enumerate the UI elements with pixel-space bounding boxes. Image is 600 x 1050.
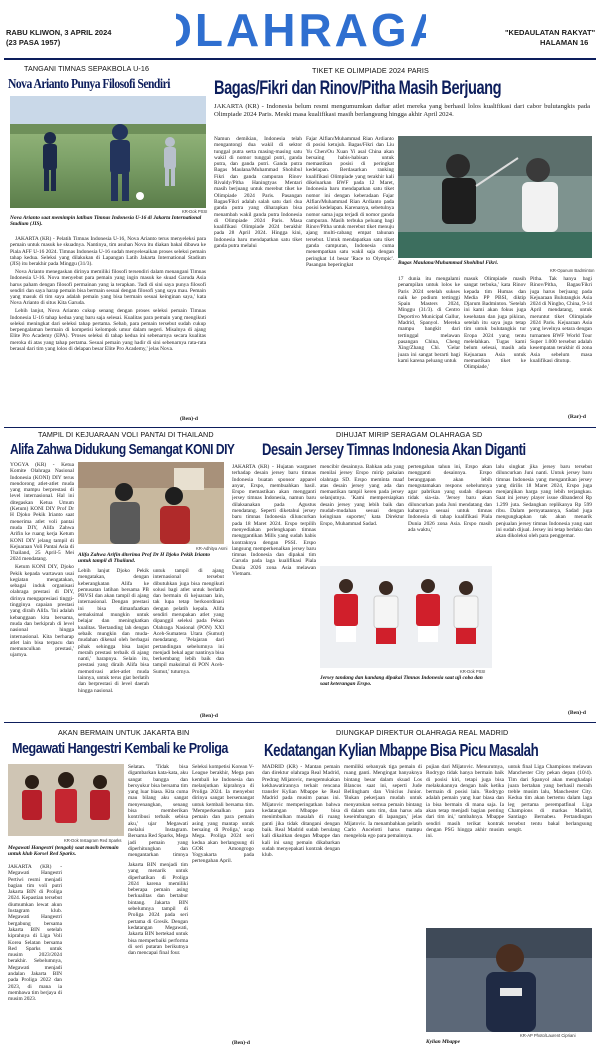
a2-column-4: masuk Olimpiade masih sangat terbuka,' kata Rinov kepada tim Humas dan Media PP PBSI, diktip Djarum Badminton. 'Setelah ini kami akan fokus juga kesehatan dan juga pikiran, setelah itu saya juga tetap tim untuk bulutangkis tur Eropa 2024 yang tentu melelahkan. Tugas kami belum selesai, masih ada Kejuaraan Asia untuk memastikan tiket ke Olimpiade,' [464, 276, 526, 371]
a5-column-4: Seleksi kompetisi Korean V-League berakhir, Mega pun kembali ke Indonesia dan melanjutkan kiprahnya di Proliga 2024. Ia menyebut dirinya sangat bersemangat untuk kembali bersama tim. 'Memperkenalkan para pemain dan para pemain asing yang mantap untuk bersaing di Proliga,' ucap Mega. Proliga 2024 seri kedua akan berlangsung di GOR Amongrogo Yogyakarta pada pertengahan April. [192, 764, 254, 865]
volleyball-players-image [8, 764, 124, 836]
page-number: HALAMAN 16 [540, 38, 589, 47]
a2-headline: Bagas/Fikri dan Rinov/Pitha Masih Berjuang [214, 78, 502, 99]
a5-kicker: AKAN BERMAIN UNTUK JAKARTA BIN [58, 728, 190, 737]
a5-column-2: Selatan. 'Tidak bisa digambarkan kata-kata, aku sangat bangga dan bersyukur bisa bersama tim yang luar biasa. Kita cuma mau bilang aku sangat menyenangkan, senang bisa memberikan kontribusi terbaik sebisa aku,' ujar Megawati melalui Instagram. Bersama Red Sparks, Mega jadi pemain yang diperhitungkan dan mengantarkan timnya [128, 764, 188, 858]
a3-headline: Alifa Zahwa Didukung Semangat KONI DIY [10, 441, 235, 458]
a2-lead: JAKARTA (KR) - Indonesia belum resmi mengumumkan daftar atlet mereka yang berhasil lolos kualifikasi dari cabor bulutangkis pada Olimpiade 2024 Paris. Meski masa kualifikasi masih berlangsung hingga akhir April 2024. [214, 103, 590, 118]
a1-photo-credit: KR-Dok PSSI [182, 209, 208, 214]
masthead [0, 0, 600, 60]
a5-caption: Megawati Hangestri (tengah) saat masih bermain untuk klub Korsel Red Sparks. [8, 845, 119, 858]
a2-photo [398, 136, 592, 258]
a4-column-2: mencibir desainnya. Bahkan ada yang menilai jersey Erspo mirip pakaian olahraga SD. Erspo meminta maaf atas desain jersey yang ada dan memastikan tampil keren pada jersey selanjutnya. 'Kami mempersiapkan desain jersey yang lebih baik dan mudah-mudahan sesuai dengan keinginan suporter,' kata Direktur Erspo, Muhammad Sadad. [320, 464, 404, 527]
a3-kicker: TAMPIL DI KEJUARAAN VOLI PANTAI DI THAILAND [38, 430, 214, 439]
badminton-players-image [398, 136, 592, 258]
a4-kicker: DIHUJAT MIRIP SERAGAM OLAHRAGA SD [336, 430, 483, 439]
javanese-date: (23 PASA 1957) [6, 38, 61, 47]
a6-caption: Kylian Mbappe [426, 1039, 460, 1045]
a4-caption: Jersey tandang dan kandang dipakai Timnas Indonesia saat uji coba dan saat keterangan Erspo. [320, 675, 483, 688]
a6-headline: Kedatangan Kylian Mbappe Bisa Picu Masalah [264, 740, 539, 760]
a5-column-3: Jakarta BIN menjadi tim yang menarik untuk diperhatikan di Proliga 2024 karena memiliki beberapa pemain asing berkualitas dan bertabur bintang. Jakarta BIN sebelumnya tampil di Proliga 2024 pada seri pertama di Gresik. Dengan kedatangan Megawati, Jakarta BIN bertekad untuk bisa memperbaiki performa di seri putaran berikutnya dan mencapai final four. [128, 862, 188, 957]
a2-kicker: TIKET KE OLIMPIADE 2024 PARIS [312, 66, 429, 75]
a4-column-3: pertengahan tahun ini, Erspo akan mengganti desainnya. Erspo beranggapan akan lebih mengutamakan respons sebelumnya agar pabrikan yang sudah dipesan tidak sia-sia. 'Jersey baru akan diluncurkan pada Juni mendatang dan kabarnya sesuai untuk timnas Indonesia di tahap kualifikasi Piala Dunia 2026 zona Asia. Erspo masih ada waktu,' [408, 464, 492, 533]
a2-caption: Bagas Maulana/Muhammad Shohibul Fikri. [398, 260, 499, 266]
a1-paragraph: Lebih lanjut, Nova Arianto cukup senang dengan proses seleksi pemain Timnas Indonesia U-16 tahap kedua yang baru saja selesai. Kualitas para pemain yang mengikuti seleksi meningkat dari seleksi tahap pertama. Sebab, para pemain tersebut sudah cukup berpengalaman bermain di kompetisi kelompok umur dalam negeri. Misalnya di ajang Elite Pro Academy (EPA). 'Proses seleksi di tahap kedua ini sebenarnya secara kualitas meroka di atas yang tahap pertama. Sesuai pemain yang hadir di sini sebenarnya rata-rata berasal dari tim yang lolos di delapan besar Elite Pro Academy,' jelas Nova. [10, 308, 206, 353]
a5-column-1: JAKARTA (KR) - Megawati Hangestri Pertiwi resmi menjadi bagian tim voli putri Jakarta BIN di Proliga 2024. Kepastian tersebut diumumkan lewat akun Instagram klub. Megawati Hangestri bergabung bersama Jakarta BIN setelah kiprahnya di Liga Voli Korea Selatan bersama Red Sparks untuk musim 2023/2024 berakhir. Sebelumnya, Megawati menjadi andalan Jakarta BIN pada Proliga 2022 dan 2023, di mana ia membawa tim berjaya di musim 2023. [8, 864, 62, 1003]
divider [4, 427, 596, 428]
a1-paragraph: Nova Arianto menegaskan dirinya memiliki filosofi tersendiri dalam menangani Timnas Indonesia U-16. Nova menyebut para pemain yang ingin masuk ke skuad Garuda Asia harus paham dengan filosofi permainan yang ia terapkan. 'Jadi di sini saya punya filosofi sendiri dan saya harap pemain bisa bermain sesuai dengan filosofi yang saya mau. Pemain yang masuk di tim saya adalah pemain yang bisa bermain sesuai keinginan saya,' kata Nova Arianto di situs Kita Garuda. [10, 268, 206, 307]
a6-photo-credit: KR-AP Photo/Laurent Cipriani [520, 1033, 576, 1038]
newspaper-tagline: "KEDAULATAN RAKYAT" [505, 28, 596, 37]
a5-headline: Megawati Hangestri Kembali ke Proliga [12, 740, 228, 757]
a6-column-4: untuk final Liga Champions melawan Manchester City pekan depan (10/4). Tim dari Spanyol akan menghadapi juara bertahan yang berhasil meraih treble musim lalu, Manchester City. Kedua tim akan bertemu dalam laga leg pertama perempatfinal Liga Champions di markas Madrid, Santiago Bernabeu. Pertandingan tersebut tentu bakal berlangsung sengit. [508, 764, 592, 833]
masthead-rule [4, 58, 596, 60]
a3-paragraph: YOGYA (KR) - Ketua Komite Olahraga Nasional Indonesia (KONI) DIY terus mendorong atlet-atlet muda yang mampu berprestasi di level internasional. Hal ini ditegaskan Ketua Umum (Ketum) KONI DIY Prof Dr H Djoko Pekik Irianto saat menerima atlet voli pantai muda DIY, Alifa Zahwa Arifin ke ruang kerja Ketum KONI DIY jelang tampil di Kejuaraan Voli Pantai Asia di Thailand, 25 April-5 Mei 2024 mendatang. [10, 462, 74, 563]
a1-paragraph: JAKARTA (KR) - Pelatih Timnas Indonesia U-16, Nova Arianto terus menyeleksi para pemain untuk masuk ke skuadnya. Nantinya, tim asuhan Nova itu diakan bakal dibawa ke Piala AFF U-16 2024. Timnas Indonesia U-16 sudah menyelesaikan proses seleksi pemain tahap kedua. Seleksi yang dilakukan di Lapangan Latih Jakarta International Stadium (JIS) itu berakhir pada Minggu (31/3). [10, 236, 206, 268]
a3-column-2: Lebih lanjut Djoko Pekik mengatakan, dengan keberangkatan Alifa ke pemusatan latihan bersama PB PBVSI dan akan tampil di ajang internasional. Dengan prestasi ini bisa dimanfaatkan semaksimal mungkin untuk belajar dan meningkatkan kualitas. 'Bertanding lah dengan sebaik mungkin dan muda-mudahan dikenal oleh berbagai pihak sehingga bisa lanjut meraih prestasi terbaik di ajang nanti,' harapnya. Selain itu, prestasi yang diraih Alifa bisa memotivasi atlet-atlet muda lainnya, untuk terus giat berlatih dan berprestasi di level daerah hingga nasional. [78, 568, 149, 694]
date-line: RABU KLIWON, 3 APRIL 2024 [6, 28, 112, 37]
a1-caption: Nova Arianto saat memimpin latihan Timnas Indonesia U-16 di Jakarta International Stadium (JIS). [10, 215, 202, 228]
a6-column-2: memiliki sebanyak tiga pemain di ruang ganti. Mengingat banyaknya bintang besar dalam skuad Los Blancos saat ini, seperti Jude Bellingham dan Vinicius Junior. 'Bukan pekerjaan mudah untuk menyatukan semua pemain bintang di dalam satu tim, dan harus ada keseimbangan di lapangan,' jelas Mijatovic. Ia menambahkan pelatih Carlo Ancelotti harus mampu mengelola ego para pemainnya. [344, 764, 422, 840]
a2-photo-credit: KR-Opanum Badminton [550, 268, 595, 273]
a3-caption: Alifa Zahwa Arifin diterima Prof Dr H Djoko Pekik Irianto untuk tampil di Thailand. [78, 552, 211, 565]
a3-column-1 [10, 462, 74, 712]
a4-column-1: JAKARTA (KR) - Hujatan warganet terhadap desain jersey baru timnas Indonesia buatan sponsor apparel anyar, Erspo, membuahkan hasil. Erspo memastikan akan mengganti jersey timnas Indonesia, namun baru dilaksanakan pada Agustus mendatang. Seperti diketahui jersey baru timnas Indonesia diluncurkan pada 18 Maret 2024. Erspo terpilih menyediakan perlengkapan timnas menggantikan Mills yang sudah habis kontraknya dengan PSSI. Erspo langsung memperkenalkan jersey baru timnas Indonesia dan dipakai tim Garuda pada laga kualifikasi Piala Dunia 2026 zona Asia melawan Vietnam. [232, 464, 316, 578]
a2-column-5: Pitha. Tak hanya bagi Rinov/Pitha, Bagas/Fikri juga harus berjuang pada Kejuaraan Bulutangkis Asia 2024 di Ningbo, China, 9-14 April mendatang, untuk meruntut tiket Olimpiade 2024 Paris. Kejuaraan Asia yang levelnya setara dengan turnamen BWF World Tour Super 1.000 tersebut adalah kesempatan terakhir di zona Asia sebelum masa kualifikasi ditutup. [530, 276, 592, 364]
a3-photo [78, 462, 224, 544]
a1-kicker: TANGANI TIMNAS SEPAKBOLA U-16 [24, 64, 150, 73]
a1-headline: Nova Arianto Punya Filosofi Sendiri [8, 76, 170, 91]
a2-signoff: (Rar)-d [568, 414, 587, 420]
a5-photo-credit: KR-Dok Instagram Red Sparks [64, 838, 122, 843]
mbappe-image [426, 928, 592, 1032]
a3-signoff: (Ben)-d [200, 713, 219, 719]
a3-column-3: untuk tampil di ajang internasional tersebut dibutuhkan juga bisa mengikuti solusi bagi atlet untuk berlatih dan bermain di kejuaraan lain, tak lupa tetap berkoordinasi dengan pelatih kepala. Alifa sendiri merupakan atlet yang dipanggil seleksi pada Pekan Olahraga Nasional (PON) XXI Aceh-Sumatera Utara (Sumut) mendatang. 'Pelajaran dari pertandingan sebelumnya ini menjadi bekal agar nantinya bisa berkembang lebih baik dan tampil maksimal di PON Aceh-Sumut,' tuturnya. [153, 568, 224, 675]
a2-column-3: 17 dunia itu mengalami penampilan untuk lolos ke Paris 2024 setelah sukses naik ke podium tertinggi Spain Masters 2024, Minggu (31/3). di Centro Deportivo Municipal Gallur, Madrid, Spanyol. Mereka mampu bangkit dari tertinggal melawan pasangan China, Cheng Xing/Zhang Chi. 'Gelar juara ini sangat berarti bagi kami karena peluang untuk [398, 276, 460, 364]
a4-photo-credit: KR-Dok PSSI [460, 669, 486, 674]
logo-text: LAHRAG [194, 4, 410, 52]
a3-paragraph: Ketum KONI DIY, Djoko Pekik kepada wartawan usai kegiatan mengatakan, sebagai induk organisasi olahraga prestasi di DIY, dirinya mengapresiasi tinggi-tingginya capaian prestasi yang diraih Alifa. 'Ini adalah kebanggaan kita bersama, muda dan berkiprah di level nasional hingga internasional. Kita berharap atlet lain bisa terpacu dan memunculkan prestasi,' ujarnya. [10, 564, 74, 659]
divider [4, 722, 596, 723]
a4-photo [320, 566, 492, 668]
a6-photo [426, 928, 592, 1032]
a5-photo [8, 764, 124, 836]
koni-meeting-image [78, 462, 224, 544]
section-logo [176, 4, 426, 52]
a6-kicker: DIUNGKAP DIREKTUR OLAHRAGA REAL MADRID [336, 728, 509, 737]
a5-signoff: (Ben)-d [232, 1040, 251, 1046]
jersey-models-image [320, 566, 492, 668]
a6-column-1: MADRID (KR) - Mantan pemain dan direktur olahraga Real Madrid, Predrag Mijatovic, mengemukakan kekhawatirannya terkait rencana transfer Kylian Mbappe ke Real Madrid pada musim panas ini. Mijatovic memperingatkan bahwa kedatangan Mbappe bisa menimbulkan masalah di ruang ganti jika tidak ditangani dengan baik. Real Madrid sudah berulang kali dikaitkan dengan Mbappe dan kali ini sang pemain dikabarkan sudah menyepakati kontrak dengan klub. [262, 764, 340, 859]
a1-body [10, 236, 206, 422]
a4-column-4: lalu singkat jika jersey baru tersebut diluncurkan Juni nanti. Untuk jersey baru timnas Indonesia yang mengantikan jersey yang dirilis 18 Maret 2024, Erspo juga menjanjikan harga yang lebih terjangkau. Saat ini jersey player issue dibanderol Rp 1.299 juta. Sedangkan replikanya Rp 599 ribu. Dalam pernyataannya, Sadad juga mengungkapkan tak akan menarik penjualan jersey timnas Indonesia yang saat ini sudah dijual. Jersey ini tetap berlaku dan akan dikoleksi oleh para penggemar. [496, 464, 592, 540]
a3-photo-credit: KR-Adhitya Asmi [196, 546, 228, 551]
a5-column-1b [66, 864, 124, 1046]
a1-signoff: (Ben)-d [180, 416, 199, 422]
a2-column-2: Fajar Alfian/Muhammad Rian Ardianto di posisi ketujuh. Bagas/Fikri dan Liu Yu Chen/Ou Xuan Yi asal China akan bersaing habis-habisan untuk memastikan posisi di peringkat kedelapan. Berdasarkan ranking kualifikasi Olimpiade yang terakhir kali dikeluarkan BWF pada 12 Maret, Indonesia baru mendapatkan satu tiket nomor ini dengan keberadaan Fajar Alfian/Muhammad Rian Ardianto pada posisi kedelapan. Karenanya, sebetulnya nomor sama juga terjadi di nomor ganda campuran. Masih terbuka peluang bagi Rinov/Pitha untuk merebut tiket menuju ajang multi-cabang empat tahunan tersebut. Untuk mendapatkan satu tiket ganda campuran, Indonesia cuma menempatkan satu wakil saja dengan peringkat 14 besar 'Race to Olympic'. Pasangan beperingkat [306, 136, 394, 268]
a4-headline: Desain Jersey Timnas Indonesia Akan Diganti [262, 441, 526, 459]
a2-column-1: Namun demikian, Indonesia telah mengantongi dua wakil di sektor tunggal putra serta masing-masing satu wakil di nomor tunggal putri, ganda putra, dan ganda putri. Ganda putra Bagas Maulana/Muhammad Shohibul Fikri dan ganda campuran Rinov Rivaldy/Pitha Haningtyas Mentari masih berjuang untuk merebut tiket ke Olimpiade 2024 Paris. Pasangan Bagas/Fikri adalah salah satu dari dua ganda putra yang diharapkan bisa menambah wakil ganda putra Indonesia di Olimpiade 2024 Paris. Masa kualifikasi Olimpiade 2024 berakhir pada 28 April 2024. Hingga kini, Indonesia baru mendapatkan satu tiket ganda putra melalui [214, 136, 302, 250]
a6-column-3: pujian dari Mijatovic. Menurutnya, Rodrygo tidak hanya bermain baik di posisi kiri, tetapi juga bisa melakukannya dengan baik ketika bermain di posisi lain. 'Rodrygo adalah pemain yang luar biasa dan ia bisa bermain di mana saja. Ia akan tetap menjadi bagian penting dari tim ini,' tambahnya. Mbappe sendiri masih terikat kontrak dengan PSG hingga akhir musim ini. [426, 764, 504, 840]
a4-signoff: (Ben)-d [568, 710, 587, 716]
a1-photo [10, 96, 206, 208]
training-scene-image [10, 96, 206, 208]
